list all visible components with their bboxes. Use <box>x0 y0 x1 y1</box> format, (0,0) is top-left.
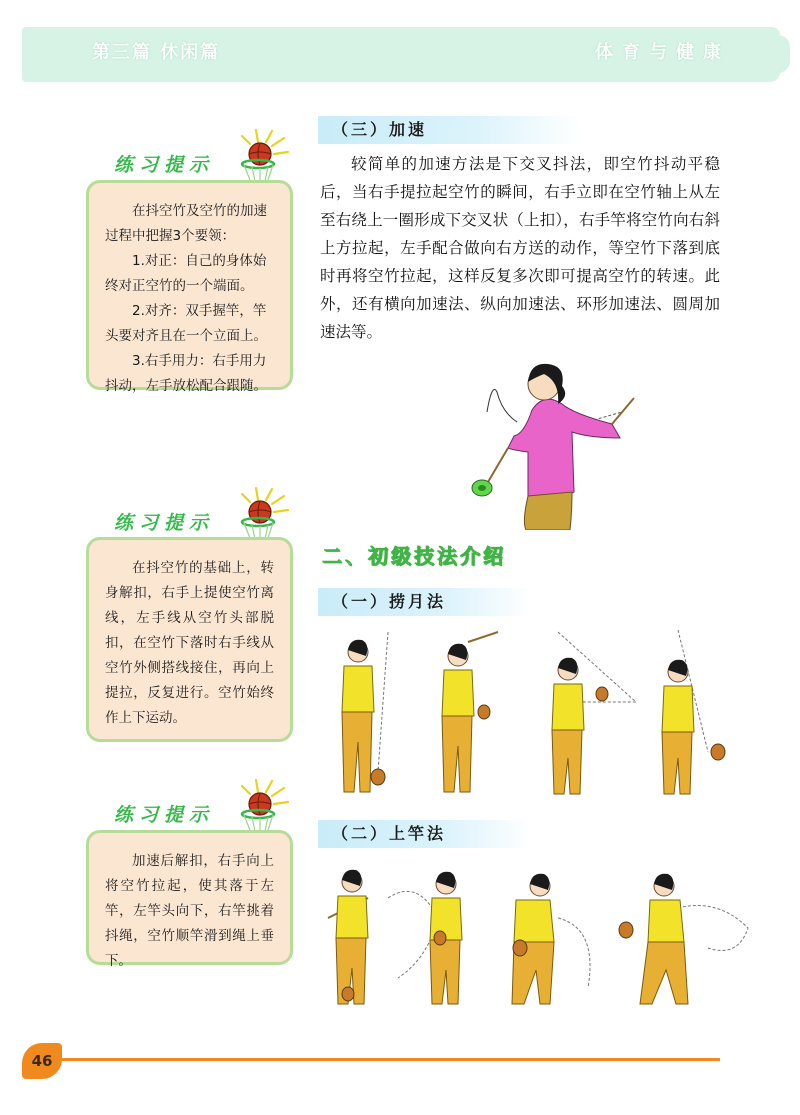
figure-pole-4 <box>619 874 748 1004</box>
heading-basic-skills: 二、初级技法介绍 <box>322 544 506 568</box>
tip-1-line-4: 3.右手用力：右手用力抖动，左手放松配合跟随。 <box>105 353 267 394</box>
footer-divider <box>60 1058 720 1061</box>
header-subject: 体育与健康 <box>595 42 730 63</box>
tip-2-text: 在抖空竹的基础上，转身解扣，右手上提使空竹离线，左手线从空竹头部脱扣，在空竹下落时右手线从空竹外侧搭线接住，再向上提拉，反复进行。空竹始终作上下运动。 <box>105 560 274 726</box>
figure-moon-4 <box>662 630 725 794</box>
figure-pole-1 <box>328 870 368 1004</box>
tip-title-1: 练习提示 <box>114 154 215 176</box>
figure-moon-sequence <box>318 622 748 802</box>
header-chapter: 第三篇 休闲篇 <box>92 42 221 63</box>
tip-box-1 <box>86 180 293 394</box>
tip-box-3 <box>86 830 293 969</box>
figure-pole-2 <box>388 872 462 1004</box>
tip-1-line-3: 2.对齐：双手握竿，竿头要对齐且在一个立面上。 <box>105 303 267 344</box>
figure-moon-2 <box>442 632 498 792</box>
figure-moon-3 <box>552 632 636 794</box>
tip-box-2 <box>86 537 293 742</box>
basketball-hoop-icon <box>228 128 292 184</box>
section-moon-title: （一）捞月法 <box>318 588 532 616</box>
figure-accelerate <box>462 352 652 530</box>
basketball-hoop-icon <box>228 778 292 834</box>
page-number: 46 <box>22 1043 62 1079</box>
section-pole-title: （二）上竿法 <box>318 820 532 848</box>
basketball-hoop-icon <box>228 486 292 542</box>
figure-moon-1 <box>342 632 388 792</box>
figure-pole-sequence <box>318 858 758 1008</box>
figure-pole-3 <box>512 874 590 1004</box>
tip-title-2: 练习提示 <box>114 512 215 534</box>
section-accelerate-title: （三）加速 <box>318 116 582 144</box>
tip-1-line-2: 1.对正：自己的身体始终对正空竹的一个端面。 <box>105 253 267 294</box>
accelerate-paragraph: 较简单的加速方法是下交叉抖法，即空竹抖动平稳后，当右手提拉起空竹的瞬间，右手立即在空竹轴上从左至右绕上一圈形成下交叉状（上扣），右手竿将空竹向右斜上方拉起，左手配合做向右方送的动作，等空竹下落到底时再将空竹拉起，这样反复多次即可提高空竹的转速。此外，还有横向加速法、纵向加速法、环形加速法、圆周加速法等。 <box>320 155 720 341</box>
tip-title-3: 练习提示 <box>114 804 215 826</box>
tip-3-text: 加速后解扣，右手向上将空竹拉起，使其落于左竿，左竿头向下，右竿挑着抖绳，空竹顺竿滑到绳上垂下。 <box>105 853 274 969</box>
tip-1-line-1: 在抖空竹及空竹的加速过程中把握3个要领： <box>105 203 267 244</box>
